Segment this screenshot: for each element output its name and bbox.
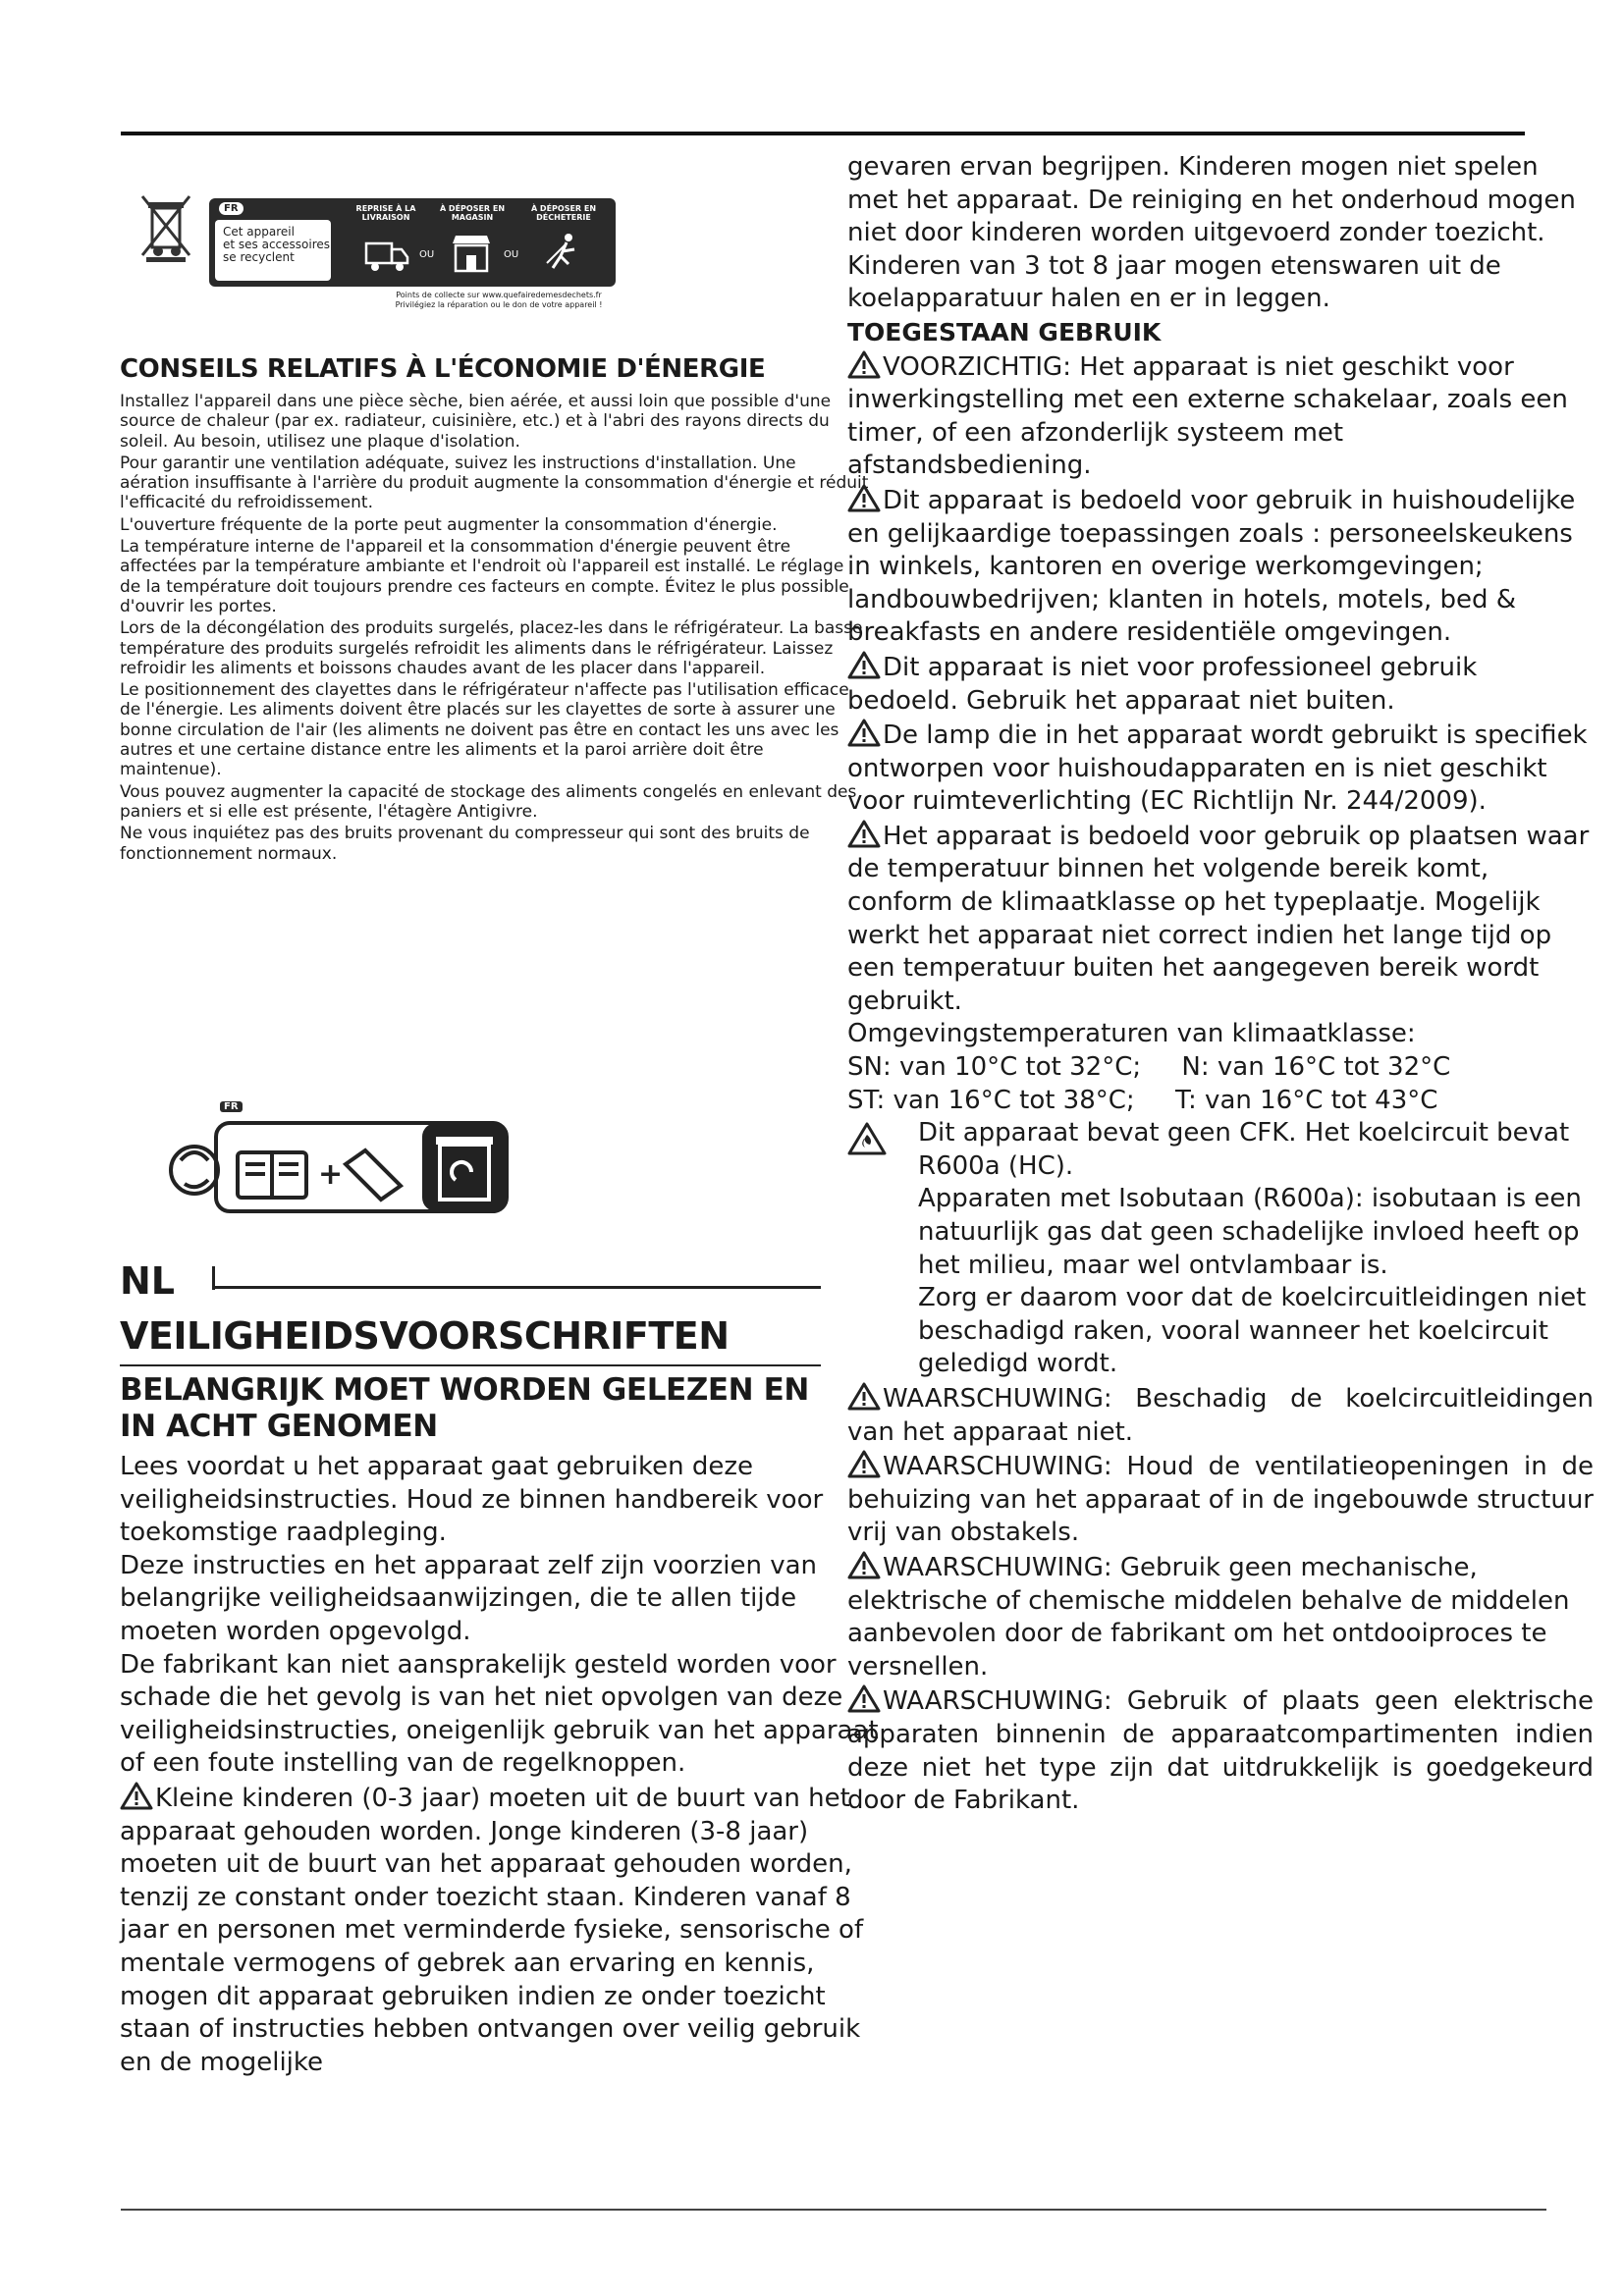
nl-pipes-note: Zorg er daarom voor dat de koelcircuitleidingen niet beschadigd raken, vooral wanneer het koelcircuit geledigd wordt. xyxy=(918,1283,1587,1379)
warning-triangle-icon xyxy=(120,1781,153,1810)
nl-paragraph: Deze instructies en het apparaat zelf zijn voorzien van belangrijke veiligheidsaanwijzingen, die te allen tijde moeten worden opgevolgd. xyxy=(120,1550,818,1646)
triman-footer: Points de collecte sur www.quefairedemesdechets.fr Privilégiez la réparation ou le don de votre appareil ! xyxy=(395,291,603,309)
fr-paragraph: L'ouverture fréquente de la porte peut augmenter la consommation d'énergie. xyxy=(120,514,778,535)
nl-climate-row: ST: van 16°C tot 38°C; T: van 16°C tot 43°C xyxy=(847,1085,1438,1115)
flammable-warning-icon xyxy=(847,1121,887,1156)
bottom-rule xyxy=(121,2209,1546,2211)
warning-triangle-icon xyxy=(847,650,881,679)
nl-continuation: gevaren ervan begrijpen. Kinderen mogen niet spelen met het apparaat. De reiniging en het onderhoud mogen niet door kinderen worden uitgevoerd zonder toezicht. xyxy=(847,152,1576,248)
nl-children-warning: Kleine kinderen (0-3 jaar) moeten uit de buurt van het apparaat gehouden worden. Jonge kinderen (3-8 jaar) moeten uit de buurt van het apparaat gehouden worden, tenzij ze constant onder toezicht staan. Kinderen vanaf 8 jaar en personen met verminderde fysieke, sensorische of mentale vermogens of gebrek aan ervaring en kennis, mogen dit apparaat gebruiken indien ze onder toezicht staan of instructies hebben ontvangen over veilig gebruik en de mogelijke xyxy=(120,1781,882,2079)
warning-triangle-icon xyxy=(847,819,881,848)
delivery-truck-icon xyxy=(362,228,411,277)
svg-text:+: + xyxy=(318,1157,344,1192)
nl-language-code: NL xyxy=(120,1259,176,1303)
warning-triangle-icon xyxy=(847,349,881,379)
fr-badge: FR xyxy=(219,202,244,215)
warning-triangle-icon xyxy=(847,1550,881,1579)
nl-right-column xyxy=(847,151,1594,1818)
or-label-2: OU xyxy=(504,249,519,260)
warning-triangle-icon xyxy=(847,1449,881,1478)
nl-left-column xyxy=(120,1451,882,2079)
nl-usage-item: Dit apparaat is bedoeld voor gebruik in huishoudelijke en gelijkaardige toepassingen zoals : personeelskeukens in winkels, kantoren en overige werkomgevingen; landbouwbedrijven; klanten in hotels, motels, bed & breakfasts en andere residentiële omgevingen. xyxy=(847,483,1594,650)
store-icon xyxy=(447,228,496,277)
nl-section-title: VEILIGHEIDSVOORSCHRIFTEN xyxy=(120,1314,730,1358)
top-rule xyxy=(121,132,1525,135)
nl-warning: WAARSCHUWING: Beschadig de koelcircuitleidingen van het apparaat niet. xyxy=(847,1381,1594,1449)
option-delivery: REPRISE À LA LIVRAISON xyxy=(355,204,416,222)
triman-packaging-logo xyxy=(165,1101,518,1217)
recycle-statement: Cet appareil et ses accessoires se recyclent xyxy=(215,220,331,281)
triman-pictogram xyxy=(165,1101,518,1217)
nl-header-line xyxy=(212,1286,821,1289)
option-dump: À DÉPOSER EN DÉCHETERIE xyxy=(530,204,597,222)
nl-warning: WAARSCHUWING: Gebruik geen mechanische, elektrische of chemische middelen behalve de middelen aanbevolen door de fabrikant om het ontdooiproces te versnellen. xyxy=(847,1550,1594,1683)
nl-usage-item: VOORZICHTIG: Het apparaat is niet geschikt voor inwerkingstelling met een externe schakelaar, zoals een timer, of een afzonderlijk systeem met afstandsbediening. xyxy=(847,349,1594,483)
fr-paragraph: Lors de la décongélation des produits surgelés, placez-les dans le réfrigérateur. La basse température des produits surgelés refroidit les aliments dans le réfrigérateur. Laissez refroidir les aliments et boissons chaudes avant de les placer dans l'appareil. xyxy=(120,618,863,678)
nl-cfk-note: Dit apparaat bevat geen CFK. Het koelcircuit bevat R600a (HC). xyxy=(847,1117,1594,1183)
nl-climate-row: SN: van 10°C tot 32°C; N: van 16°C tot 32°C xyxy=(847,1052,1451,1083)
fr-paragraph: Pour garantir une ventilation adéquate, suivez les instructions d'installation. Une aération insuffisante à l'arrière du produit augmente la consommation d'énergie et réduit l'efficacité du refroidissement. xyxy=(120,453,869,513)
nl-usage-heading: TOEGESTAAN GEBRUIK xyxy=(847,317,1162,347)
crossed-bin-icon xyxy=(140,194,191,263)
fr-energy-heading: CONSEILS RELATIFS À L'ÉCONOMIE D'ÉNERGIE xyxy=(120,354,766,384)
warning-triangle-icon xyxy=(847,1683,881,1713)
triman-recycling-logo xyxy=(140,194,618,322)
nl-paragraph: De fabrikant kan niet aansprakelijk gesteld worden voor schade die het gevolg is van het niet opvolgen van deze veiligheidsinstructies, oneigenlijk gebruik van het apparaat of een foute instelling van de regelknoppen. xyxy=(120,1649,879,1779)
fr-paragraph: Vous pouvez augmenter la capacité de stockage des aliments congelés en enlevant des paniers et si elle est présente, l'étagère Antigivre. xyxy=(120,781,857,822)
warning-triangle-icon xyxy=(847,718,881,747)
warning-triangle-icon xyxy=(847,1381,881,1411)
triman-panel xyxy=(209,198,616,287)
nl-children-food: Kinderen van 3 tot 8 jaar mogen etenswaren uit de koelapparatuur halen en er in leggen. xyxy=(847,250,1501,314)
nl-paragraph: Lees voordat u het apparaat gaat gebruiken deze veiligheidsinstructies. Houd ze binnen handbereik voor toekomstige raadpleging. xyxy=(120,1452,824,1548)
fr-paragraph: La température interne de l'appareil et la consommation d'énergie peuvent être affectées par la température ambiante et l'endroit où l'appareil est installé. Le réglage de la température doit toujours prendre ces facteurs en compte. Évitez le plus possible d'ouvrir les portes. xyxy=(120,537,849,616)
nl-usage-item: De lamp die in het apparaat wordt gebruikt is specifiek ontworpen voor huishoudapparaten en is niet geschikt voor ruimteverlichting (EC Richtlijn Nr. 244/2009). xyxy=(847,718,1594,819)
fr-paragraph: Le positionnement des clayettes dans le réfrigérateur n'affecte pas l'utilisation efficace de l'énergie. Les aliments doivent être placés sur les clayettes de sorte à assurer une bonne circulation de l'air (les aliments ne doivent pas être en contact les uns avec les autres et une certaine distance entre les aliments et la paroi arrière doit être maintenue). xyxy=(120,680,849,780)
nl-usage-item: Dit apparaat is niet voor professioneel gebruik bedoeld. Gebruik het apparaat niet buiten. xyxy=(847,650,1594,718)
nl-climate-intro: Omgevingstemperaturen van klimaatklasse: xyxy=(847,1019,1416,1049)
nl-title-underline xyxy=(120,1364,821,1366)
fr-paragraph: Ne vous inquiétez pas des bruits provenant du compresseur qui sont des bruits de fonctionnement normaux. xyxy=(120,824,810,864)
option-store: À DÉPOSER EN MAGASIN xyxy=(439,204,506,222)
nl-section-subtitle: BELANGRIJK MOET WORDEN GELEZEN EN IN ACHT GENOMEN xyxy=(120,1372,809,1444)
or-label-1: OU xyxy=(419,249,435,260)
nl-isobutane-note: Apparaten met Isobutaan (R600a): isobutaan is een natuurlijk gas dat geen schadelijke invloed heeft op het milieu, maar wel ontvlambaar is. xyxy=(918,1184,1582,1280)
fr-badge-2: FR xyxy=(220,1101,243,1112)
warning-triangle-icon xyxy=(847,483,881,512)
nl-warning: WAARSCHUWING: Houd de ventilatieopeningen in de behuizing van het apparaat of in de ingebouwde structuur vrij van obstakels. xyxy=(847,1449,1594,1550)
nl-usage-item: Het apparaat is bedoeld voor gebruik op plaatsen waar de temperatuur binnen het volgende bereik komt, conform de klimaatklasse op het typeplaatje. Mogelijk werkt het apparaat niet correct indien het lange tijd op een temperatuur buiten het aangegeven bereik wordt gebruikt. xyxy=(847,819,1594,1019)
fr-energy-body xyxy=(120,392,869,866)
nl-warning: WAARSCHUWING: Gebruik of plaats geen elektrische apparaten binnenin de apparaatcompartimenten indien deze niet het type zijn dat uitdrukkelijk is goedgekeurd door de Fabrikant. xyxy=(847,1683,1594,1817)
recycling-center-icon xyxy=(539,228,588,277)
fr-paragraph: Installez l'appareil dans une pièce sèche, bien aérée, et aussi loin que possible d'une source de chaleur (par ex. radiateur, cuisinière, etc.) et à l'abri des rayons directs du soleil. Au besoin, utilisez une plaque d'isolation. xyxy=(120,392,832,452)
